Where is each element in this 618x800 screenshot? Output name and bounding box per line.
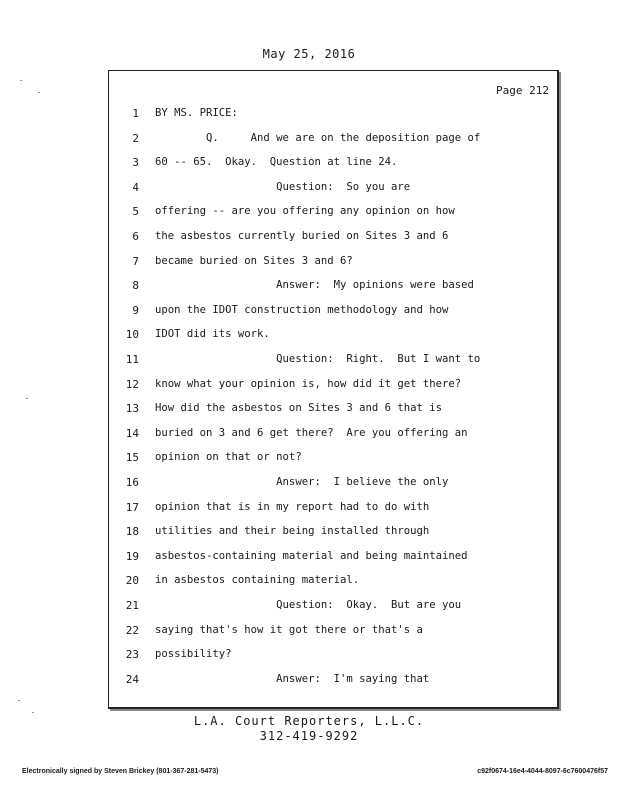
transcript-line — [109, 525, 557, 543]
line-number: 19 — [125, 549, 139, 563]
transcript-line — [109, 451, 557, 469]
line-text: saying that's how it got there or that's a — [155, 623, 423, 636]
line-number: 22 — [125, 623, 139, 637]
court-reporter-phone: 312-419-9292 — [259, 729, 359, 743]
transcript-line — [109, 402, 557, 420]
line-text: opinion that is in my report had to do with — [155, 500, 430, 513]
line-number: 4 — [132, 180, 139, 194]
line-number: 8 — [132, 279, 139, 293]
transcript-line — [109, 156, 557, 174]
line-number: 9 — [132, 303, 139, 317]
transcript-line — [109, 624, 557, 642]
line-text: utilities and their being installed through — [155, 525, 430, 538]
line-text: upon the IDOT construction methodology and how — [155, 303, 449, 316]
line-number: 3 — [132, 156, 139, 170]
transcript-line — [109, 255, 557, 273]
line-text: in asbestos containing material. — [155, 574, 360, 587]
scan-speck — [26, 398, 28, 399]
line-number: 11 — [125, 353, 139, 366]
transcript-line — [109, 599, 557, 617]
transcript-line — [109, 328, 557, 346]
transcript-line — [109, 353, 557, 371]
line-text: offering -- are you offering any opinion on how — [155, 205, 455, 218]
transcript-line — [109, 132, 557, 150]
line-number: 10 — [125, 328, 139, 342]
transcript-line — [109, 181, 557, 199]
line-text: buried on 3 and 6 get there? Are you offering an — [155, 426, 468, 439]
line-text: possibility? — [155, 648, 232, 661]
line-text: know what your opinion is, how did it get there? — [155, 377, 462, 390]
line-number: 16 — [125, 476, 139, 489]
line-number: 5 — [132, 205, 139, 219]
transcript-line — [109, 279, 557, 297]
line-text: Question: So you are — [155, 180, 411, 193]
transcript-line — [109, 574, 557, 592]
line-text: Answer: I'm saying that — [155, 672, 430, 685]
scan-speck — [20, 80, 22, 81]
scan-speck — [32, 712, 34, 713]
scan-speck — [38, 92, 40, 93]
line-text: asbestos-containing material and being maintained — [155, 549, 468, 562]
scan-speck — [18, 700, 20, 701]
line-text: the asbestos currently buried on Sites 3 and 6 — [155, 230, 449, 242]
transcript-line — [109, 501, 557, 519]
line-text: 60 -- 65. Okay. Question at line 24. — [155, 156, 398, 169]
line-number: 17 — [125, 500, 139, 514]
line-text: Q. And we are on the deposition page of — [155, 131, 481, 144]
transcript-line — [109, 550, 557, 568]
transcript-line — [109, 107, 557, 125]
transcript-line — [109, 230, 557, 248]
line-number: 24 — [125, 672, 139, 686]
line-number: 23 — [125, 648, 139, 662]
line-number: 6 — [132, 230, 139, 243]
line-number: 7 — [132, 254, 139, 268]
transcript-page — [108, 70, 559, 709]
line-number: 1 — [132, 107, 139, 120]
line-number: 12 — [125, 377, 139, 391]
line-text: BY MS. PRICE: — [155, 107, 238, 119]
transcript-line — [109, 673, 557, 691]
line-text: Question: Okay. But are you — [155, 599, 462, 611]
line-text: IDOT did its work. — [155, 328, 270, 341]
document-id: c92f0674-16e4-4044-8097-6c7600476f57 — [477, 768, 608, 775]
line-text: Answer: My opinions were based — [155, 279, 474, 292]
deposition-date: May 25, 2016 — [262, 47, 356, 61]
line-text: opinion on that or not? — [155, 451, 302, 464]
transcript-line — [109, 378, 557, 396]
line-number: 13 — [125, 402, 139, 416]
page-number: Page 212 — [496, 84, 549, 97]
line-text: Answer: I believe the only — [155, 476, 449, 488]
line-text: became buried on Sites 3 and 6? — [155, 254, 353, 267]
line-number: 14 — [125, 426, 139, 440]
line-number: 18 — [125, 525, 139, 539]
line-text: How did the asbestos on Sites 3 and 6 that is — [155, 402, 443, 415]
transcript-line — [109, 205, 557, 223]
electronic-signature-note: Electronically signed by Steven Brickey (801-367-281-5473) — [22, 768, 219, 775]
transcript-line — [109, 476, 557, 494]
line-number: 21 — [125, 599, 139, 612]
line-text: Question: Right. But I want to — [155, 353, 481, 365]
line-number: 15 — [125, 451, 139, 465]
line-number: 2 — [132, 131, 139, 145]
transcript-line — [109, 427, 557, 445]
line-number: 20 — [125, 574, 139, 588]
court-reporter-name: L.A. Court Reporters, L.L.C. — [193, 714, 425, 728]
transcript-line — [109, 648, 557, 666]
transcript-line — [109, 304, 557, 322]
